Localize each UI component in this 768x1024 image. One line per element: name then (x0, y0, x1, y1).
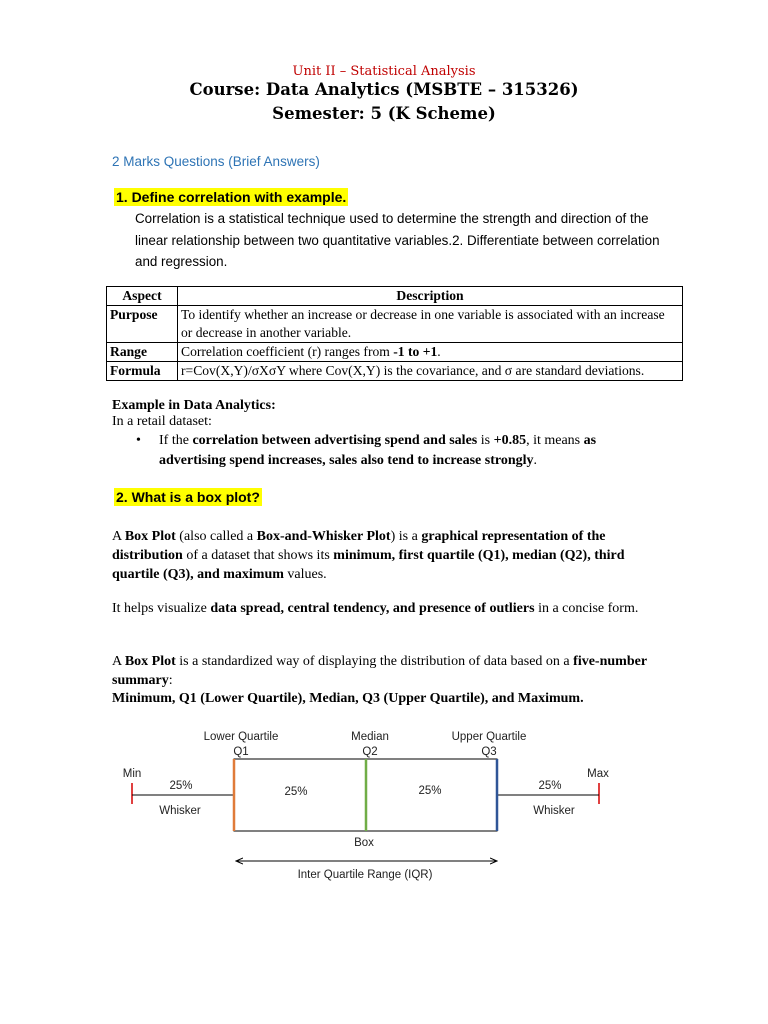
bold-part: graphical representation of the distribution (112, 529, 606, 563)
five-number-summary: Minimum, Q1 (Lower Quartile), Median, Q3 (Upper Quartile), and Maximum. (112, 691, 584, 706)
bullet-text-part: . (533, 453, 538, 468)
bullet-text (159, 431, 656, 471)
bold-part: Box Plot (124, 529, 176, 544)
table-cell-description: r=Cov(X,Y)/σXσY where Cov(X,Y) is the covariance, and σ are standard deviations. (178, 362, 683, 381)
text-part: in a concise form. (534, 601, 639, 616)
text-part: of a dataset that shows its (182, 548, 334, 563)
question-2-highlight: 2. What is a box plot? (116, 489, 260, 505)
bold-part: five-number summary (112, 654, 647, 688)
text-part: A (112, 529, 125, 544)
example-bullet (136, 431, 656, 471)
q3-label: Q3 (481, 746, 497, 758)
section-heading: 2 Marks Questions (Brief Answers) (112, 154, 320, 169)
bold-part: Box Plot (124, 654, 176, 669)
range-end: . (437, 344, 441, 359)
question-1-highlight: 1. Define correlation with example. (116, 189, 347, 205)
table-cell-description (178, 343, 683, 362)
box-plot-summary (112, 652, 657, 690)
max-label: Max (587, 768, 609, 780)
bullet-bold-part: correlation between advertising spend and sales (192, 433, 478, 448)
iqr-label: Inter Quartile Range (IQR) (297, 869, 433, 881)
text-part: ) is a (390, 529, 422, 544)
box-label: Box (354, 837, 374, 849)
bullet-bold-part: as advertising spend increases, sales also tend to increase strongly (159, 433, 597, 468)
bullet-text-part: is (477, 433, 494, 448)
text-part: : (168, 673, 173, 688)
box-left-percent-label: 25% (284, 786, 308, 798)
table-header-row (107, 287, 683, 306)
semester-title: Semester: 5 (K Scheme) (272, 104, 496, 123)
median-label: Median (351, 731, 389, 743)
course-title: Course: Data Analytics (MSBTE – 315326) (189, 80, 579, 99)
right-whisker-label: Whisker (533, 805, 575, 817)
bullet-icon: • (136, 433, 141, 448)
min-label: Min (122, 768, 142, 780)
table-cell-aspect: Range (107, 343, 178, 362)
question-2-title (114, 489, 262, 505)
example-intro: In a retail dataset: (112, 414, 212, 429)
text-part: is a standardized way of displaying the distribution of data based on a (175, 654, 574, 669)
table-cell-aspect: Formula (107, 362, 178, 381)
bullet-text-part: , it means (526, 433, 584, 448)
text-part: values. (283, 567, 327, 582)
bold-part: Box-and-Whisker Plot (256, 529, 391, 544)
text-part: (also called a (175, 529, 257, 544)
table-cell-aspect: Purpose (107, 306, 178, 343)
range-text: Correlation coefficient (r) ranges from (181, 344, 394, 359)
example-title: Example in Data Analytics: (112, 398, 276, 413)
text-part: It helps visualize (112, 601, 211, 616)
left-whisker-label: Whisker (159, 805, 201, 817)
right-percent-label: 25% (538, 780, 562, 792)
table-row (107, 343, 683, 362)
box-right-percent-label: 25% (418, 785, 442, 797)
box-plot-purpose (112, 599, 657, 618)
q2-label: Q2 (362, 746, 378, 758)
left-percent-label: 25% (169, 780, 193, 792)
bold-part: minimum, first quartile (Q1), median (Q2), third quartile (Q3), and maximum (112, 548, 625, 582)
upper-quartile-label: Upper Quartile (451, 731, 527, 743)
question-1-answer: Correlation is a statistical technique used to determine the strength and direction of the linear relationship between two quantitative variables.2. Differentiate between correlation and regression. (135, 211, 660, 269)
box-plot-diagram (0, 720, 768, 890)
table-row (107, 306, 683, 343)
bullet-text-part: If the (159, 433, 193, 448)
q1-label: Q1 (233, 746, 249, 758)
bold-part: data spread, central tendency, and presence of outliers (210, 601, 535, 616)
correlation-table (106, 286, 683, 381)
table-header-description: Description (178, 287, 683, 306)
text-part: A (112, 654, 125, 669)
bullet-bold-part: +0.85 (493, 433, 527, 448)
box-plot-definition (112, 527, 657, 584)
unit-title: Unit II – Statistical Analysis (292, 64, 476, 79)
table-header-aspect: Aspect (107, 287, 178, 306)
table-cell-description: To identify whether an increase or decrease in one variable is associated with an increase or decrease in another variable. (178, 306, 683, 343)
table-row (107, 362, 683, 381)
lower-quartile-label: Lower Quartile (203, 731, 279, 743)
range-value: -1 to +1 (393, 344, 438, 359)
question-1-title (114, 189, 348, 205)
